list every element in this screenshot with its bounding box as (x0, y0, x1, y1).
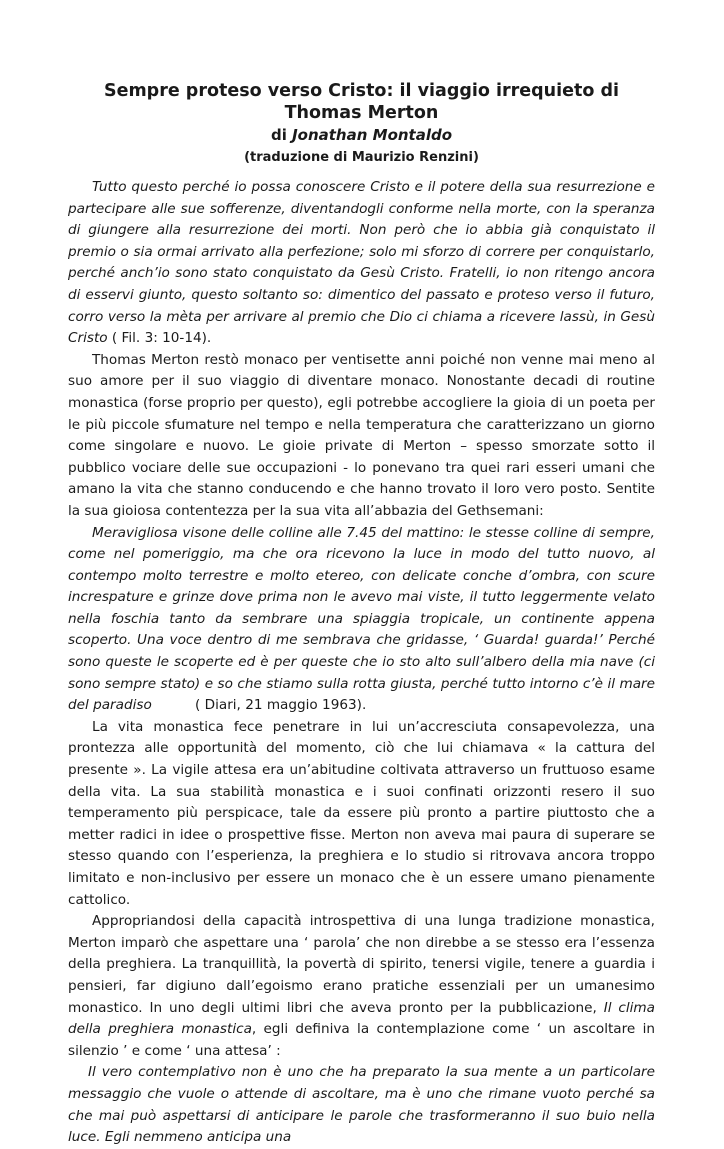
author-name: Jonathan Montaldo (292, 126, 453, 144)
diary-quote (68, 523, 655, 717)
document-title: Sempre proteso verso Cristo: il viaggio irrequieto di Thomas Merton (103, 81, 620, 123)
byline-prefix: di (270, 126, 293, 144)
diary-quote-text: Meravigliosa visone delle colline alle 7.45 del mattino: le stesse colline di sempre, come nel pomeriggio, ma che ora ricevono la luce in modo del tutto nuovo, al contempo molto terrestre e molto etereo, con delicate conche d’ombra, con scure increspature e grinze dove prima non le avevo mai viste, il tutto leggermente velato nella foschia tanto da sembrare una spiaggia tropicale, un continente appena scoperto. Una voce dentro di me sembrava che gridasse, ‘ Guarda! guarda!’ Perché sono queste le scoperte ed è per queste che io sto alto sull’albero della mia nave (ci sono sempre stato) e so che stiamo sulla rotta giusta, perché tutto intorno c’è il mare del paradiso (68, 524, 655, 714)
body-paragraph-2: La vita monastica fece penetrare in lui un’accresciuta consapevolezza, una prontezza alle opportunità del momento, ciò che lui chiamava « la cattura del presente ». La vigile attesa era un’abitudine coltivata attraverso un fruttuoso esame della vita. La sua stabilità monastica e i suoi confinati orizzonti resero il suo temperamento più perspicace, tale da essere più pronto a partire piuttosto che a metter radici in idee o prospettive fisse. Merton non aveva mai paura di superare se stesso quando con l’esperienza, la preghiera e lo studio si ritrovava ancora troppo limitato e non-inclusivo per essere un monaco che è un essere umano pienamente cattolico. (68, 718, 655, 908)
body-paragraph-3 (68, 911, 655, 1062)
document-page (68, 80, 655, 1149)
epigraph-quote (68, 177, 655, 350)
epigraph-reference: ( Fil. 3: 10-14). (107, 330, 212, 347)
contemplative-quote: Il vero contemplativo non è uno che ha preparato la sua mente a un particolare messaggio che vuole o attende di ascoltare, ma è uno che rimane vuoto perché sa che mai può aspettarsi di anticipare le parole che trasformeranno il suo buio nella luce. Egli nemmeno anticipa una (68, 1064, 655, 1146)
epigraph-text: Tutto questo perché io possa conoscere Cristo e il potere della sua resurrezione e partecipare alle sue sofferenze, diventandogli conforme nella morte, con la speranza di giungere alla resurrezione dei morti. Non però che io abbia già conquistato il premio o sia ormai arrivato alla perfezione; solo mi sforzo di correre per conquistarlo, perché anch’io sono stato conquistato da Gesù Cristo. Fratelli, io non ritengo ancora di esservi giunto, questo soltanto so: dimentico del passato e proteso verso il futuro, corro verso la mèta per arrivare al premio che Dio ci chiama a ricevere lassù, in Gesù Cristo (68, 179, 655, 347)
diary-quote-reference: ( Diari, 21 maggio 1963). (151, 697, 367, 714)
translator-credit: (traduzione di Maurizio Renzini) (244, 150, 479, 165)
byline (68, 124, 655, 146)
body-paragraph-3-start: Appropriandosi della capacità introspettiva di una lunga tradizione monastica, Merton imparò che aspettare una ‘ parola’ che non direbbe a se stesso era l’essenza della preghiera. La tranquillità, la povertà di spirito, tenersi vigile, tenere a guardia i pensieri, far digiuno dall’egoismo erano pratiche essenziali per un umanesimo monastico. In uno degli ultimi libri che aveva pronto per la pubblicazione, (68, 913, 655, 1016)
body-paragraph-1: Thomas Merton restò monaco per ventisette anni poiché non venne mai meno al suo amore per il suo viaggio di diventare monaco. Nonostante decadi di routine monastica (forse proprio per questo), egli potrebbe accogliere la gioia di un poeta per le più piccole sfumature nel tempo e nella temperatura che caratterizzano un giorno come singolare e nuovo. Le gioie private di Merton – spesso smorzate sotto il pubblico vociare delle sue occupazioni - lo ponevano tra quei rari esseri umani che amano la vita che stanno conducendo e che hanno trovato il loro vero posto. Sentite la sua gioiosa contentezza per la sua vita all’abbazia del Gethsemani: (68, 351, 655, 519)
book-title: Il clima della preghiera monastica (68, 999, 655, 1038)
body-paragraph-3-end: , egli definiva la contemplazione come ‘ un ascoltare in silenzio ’ e come ‘ una attesa’ : (68, 1021, 655, 1059)
